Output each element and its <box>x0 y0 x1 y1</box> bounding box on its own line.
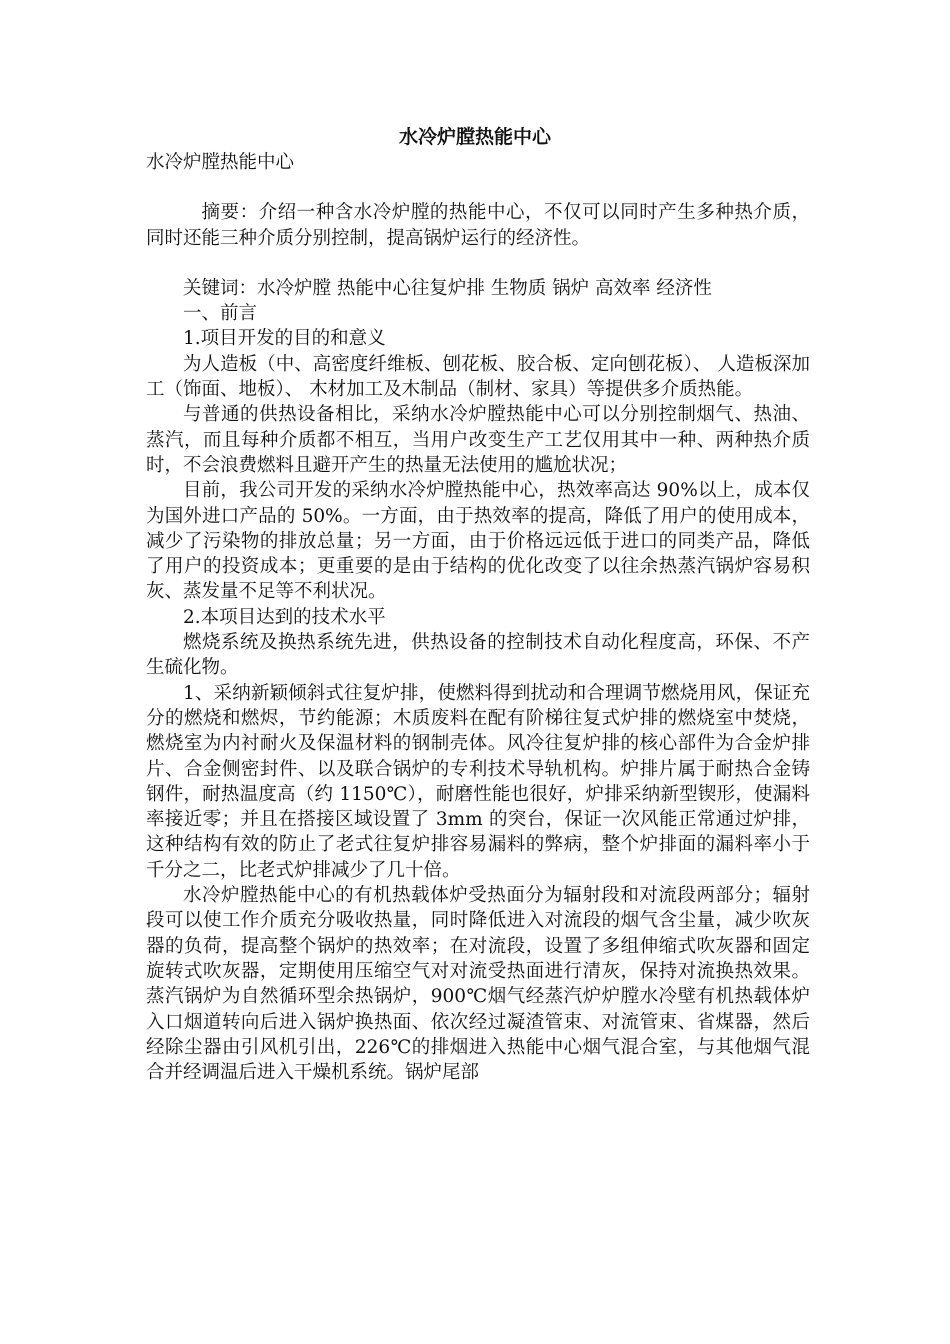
abstract-paragraph: 摘要：介绍一种含水冷炉膛的热能中心，不仅可以同时产生多种热介质，同时还能三种介质分别控制，提高锅炉运行的经济性。 <box>146 202 810 249</box>
document-subtitle: 水冷炉膛热能中心 <box>146 152 295 173</box>
spacer <box>146 175 810 200</box>
spacer <box>146 251 810 276</box>
subsection-heading-1: 1.项目开发的目的和意义 <box>183 328 386 350</box>
keywords-paragraph: 关键词：水冷炉膛 热能中心往复炉排 生物质 锅炉 高效率 经济性 <box>183 277 712 299</box>
body-paragraph-1: 为人造板（中、高密度纤维板、刨花板、胶合板、定向刨花板）、 人造板深加工（饰面、地板）、 木材加工及木制品（制材、家具）等提供多介质热能。 <box>146 353 810 401</box>
subsection-heading-2: 2.本项目达到的技术水平 <box>183 606 386 628</box>
body-paragraph-4: 燃烧系统及换热系统先进，供热设备的控制技术自动化程度高，环保、不产生硫化物。 <box>146 632 810 679</box>
section-heading-preface: 一、前言 <box>183 303 258 325</box>
body-paragraph-2: 与普通的供热设备相比，采纳水冷炉膛热能中心可以分别控制烟气、热油、蒸汽，而且每种介质都不相互，当用户改变生产工艺仅用其中一种、两种热介质时，不会浪费燃料且避开产生的热量无法使用的尴尬状况； <box>146 404 810 476</box>
body-paragraph-3: 目前，我公司开发的采纳水冷炉膛热能中心，热效率高达 90%以上，成本仅为国外进口产品的 50%。一方面，由于热效率的提高，降低了用户的使用成本，减少了污染物的排放总量；另一方面，由于价格远远低于进口的同类产品，降低了用户的投资成本；更重要的是由于结构的优化改变了以往余热蒸汽锅炉容易积灰、蒸发量不足等不利状况。 <box>146 480 810 603</box>
document-title: 水冷炉膛热能中心 <box>398 126 551 148</box>
body-paragraph-6: 水冷炉膛热能中心的有机热载体炉受热面分为辐射段和对流段两部分；辐射段可以使工作介质充分吸收热量，同时降低进入对流段的烟气含尘量，减少吹灰器的负荷，提高整个锅炉的热效率；在对流段，设置了多组伸缩式吹灰器和固定旋转式吹灰器，定期使用压缩空气对对流受热面进行清灰，保持对流换热效果。蒸汽锅炉为自然循环型余热锅炉，900℃烟气经蒸汽炉炉膛水冷壁有机热载体炉入口烟道转向后进入锅炉换热面、依次经过凝渣管束、对流管束、省煤器，然后经除尘器由引风机引出，226℃的排烟进入热能中心烟气混合室，与其他烟气混合并经调温后进入干燥机系统。锅炉尾部 <box>146 885 810 1084</box>
document-body <box>146 150 810 1085</box>
body-paragraph-5: 1、采纳新颖倾斜式往复炉排，使燃料得到扰动和合理调节燃烧用风，保证充分的燃烧和燃烬，节约能源；木质废料在配有阶梯往复式炉排的燃烧室中焚烧，燃烧室为内衬耐火及保温材料的钢制壳体。风冷往复炉排的核心部件为合金炉排片、合金侧密封件、以及联合锅炉的专利技术导轨机构。炉排片属于耐热合金铸钢件，耐热温度高（约 1150℃），耐磨性能也很好，炉排采纳新型锲形，使漏料率接近零；并且在搭接区域设置了 3mm 的突台，保证一次风能正常通过炉排，这种结构有效的防止了老式往复炉排容易漏料的弊病，整个炉排面的漏料率小于千分之二，比老式炉排减少了几十倍。 <box>146 682 810 881</box>
